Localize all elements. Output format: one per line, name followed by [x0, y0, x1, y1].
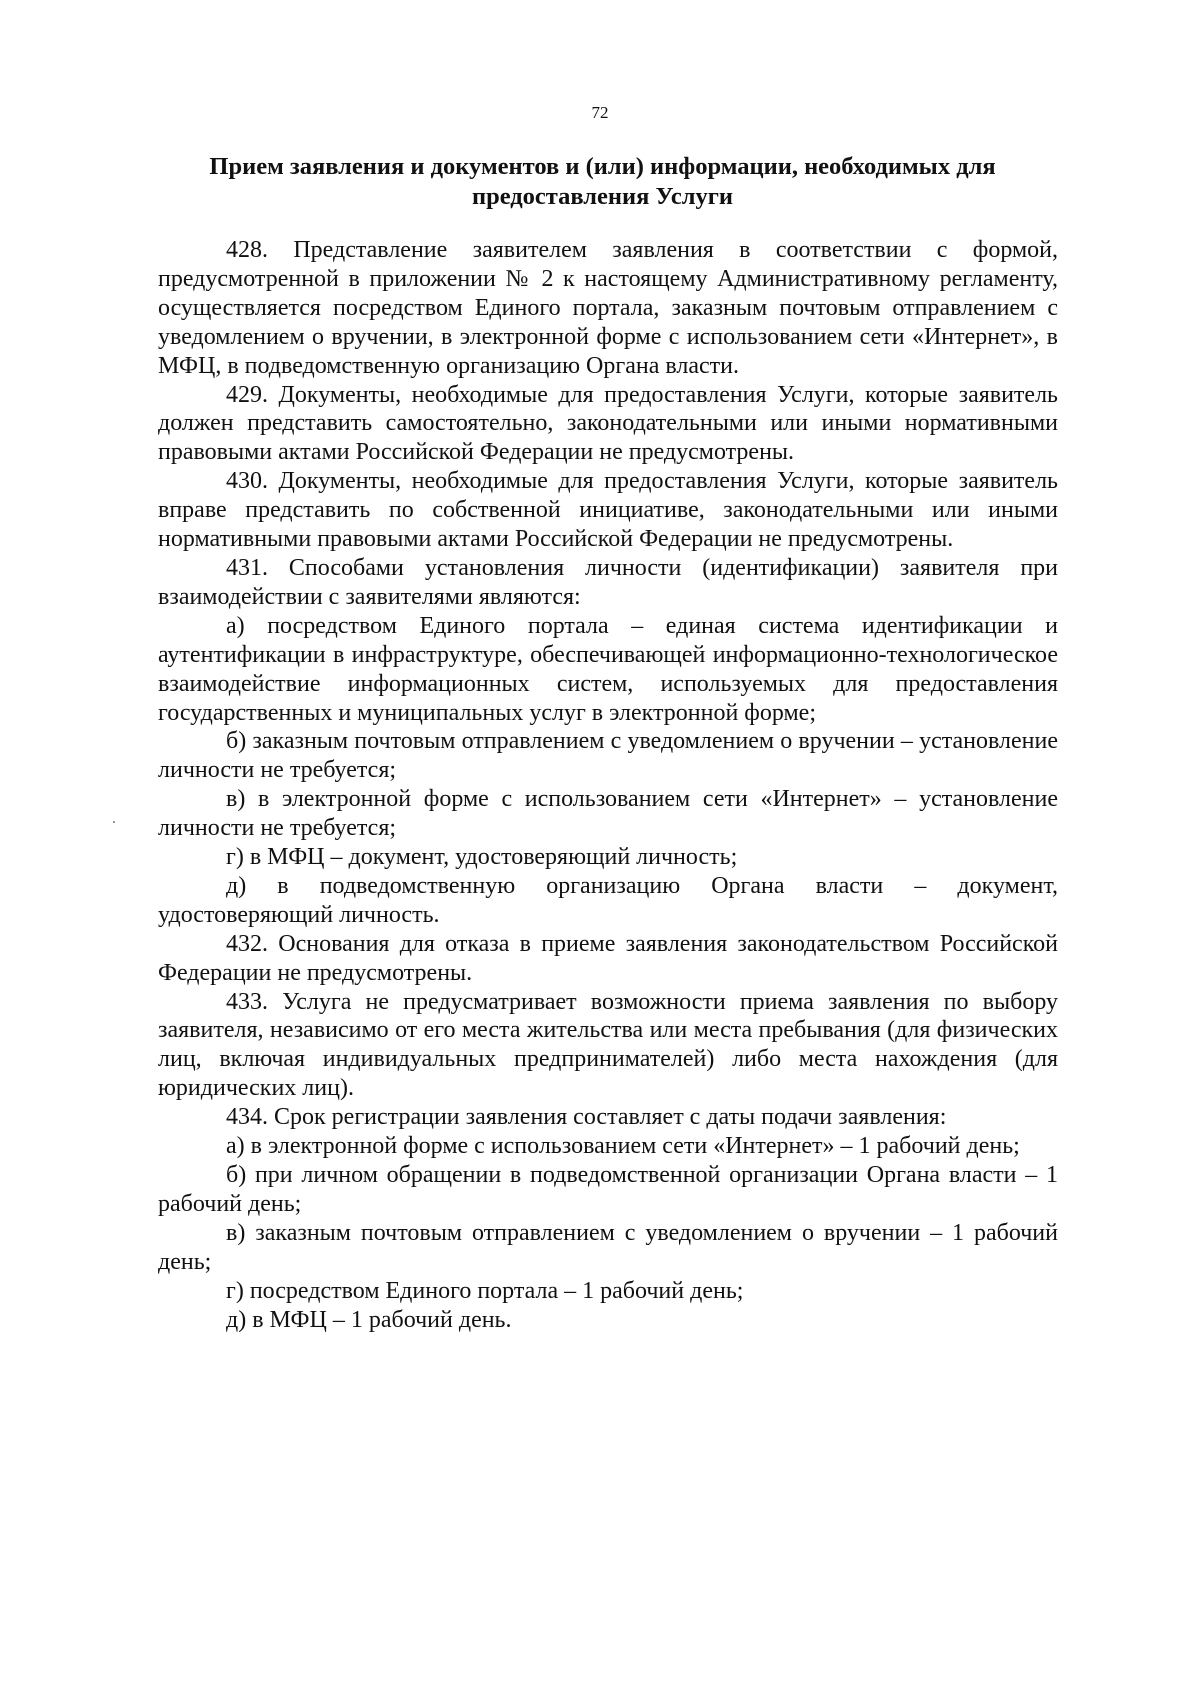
list-item-434-g: г) посредством Единого портала – 1 рабочий день; [226, 1277, 744, 1304]
section-heading: Прием заявления и документов и (или) информации, необходимых для предоставления Услуги [209, 153, 996, 210]
paragraph-433: 433. Услуга не предусматривает возможности приема заявления по выбору заявителя, независимо от его места жительства или места пребывания (для физических лиц, включая индивидуальных предпринимателей) либо места нахождения (для юридических лиц). [158, 988, 1058, 1102]
list-item-434-b: б) при личном обращении в подведомственной организации Органа власти – 1 рабочий день; [158, 1162, 1058, 1217]
page-number: 72 [591, 103, 609, 122]
paragraph-429: 429. Документы, необходимые для предоставления Услуги, которые заявитель должен представить самостоятельно, законодательными или иными нормативными правовыми актами Российской Федерации не предусмотрены. [158, 381, 1058, 466]
list-item-434-v: в) заказным почтовым отправлением с уведомлением о вручении – 1 рабочий день; [158, 1219, 1058, 1275]
paragraph-434: 434. Срок регистрации заявления составляет с даты подачи заявления: [226, 1104, 947, 1131]
paragraph-432: 432. Основания для отказа в приеме заявления законодательством Российской Федерации не предусмотрены. [158, 930, 1058, 986]
list-item-434-a: а) в электронной форме с использованием сети «Интернет» – 1 рабочий день; [226, 1133, 1020, 1160]
document-body [158, 236, 1058, 1334]
paragraph-430: 430. Документы, необходимые для предоставления Услуги, которые заявитель вправе представить по собственной инициативе, законодательными или иными нормативными правовыми актами Российской Федерации не предусмотрены. [158, 468, 1058, 553]
list-item-431-a: а) посредством Единого портала – единая система идентификации и аутентификации в инфраструктуре, обеспечивающей информационно-технологическое взаимодействие информационных систем, используемых для предоставления государственных и муниципальных услуг в электронной форме; [158, 612, 1058, 726]
scan-dot [113, 821, 115, 823]
paragraph-428: 428. Представление заявителем заявления в соответствии с формой, предусмотренной в приложении № 2 к настоящему Административному регламенту, осуществляется посредством Единого портала, заказным почтовым отправлением с уведомлением о вручении, в электронной форме с использованием сети «Интернет», в МФЦ, в подведомственную организацию Органа власти. [158, 237, 1058, 379]
list-item-431-b: б) заказным почтовым отправлением с уведомлением о вручении – установление личности не требуется; [158, 728, 1058, 784]
list-item-431-d: д) в подведомственную организацию Органа власти – документ, удостоверяющий личность. [158, 872, 1058, 928]
list-item-431-v: в) в электронной форме с использованием сети «Интернет» – установление личности не требуется; [158, 786, 1058, 842]
list-item-434-d: д) в МФЦ – 1 рабочий день. [226, 1306, 512, 1333]
list-item-431-g: г) в МФЦ – документ, удостоверяющий личность; [226, 844, 738, 871]
paragraph-431: 431. Способами установления личности (идентификации) заявителя при взаимодействии с заявителями являются: [158, 554, 1058, 610]
